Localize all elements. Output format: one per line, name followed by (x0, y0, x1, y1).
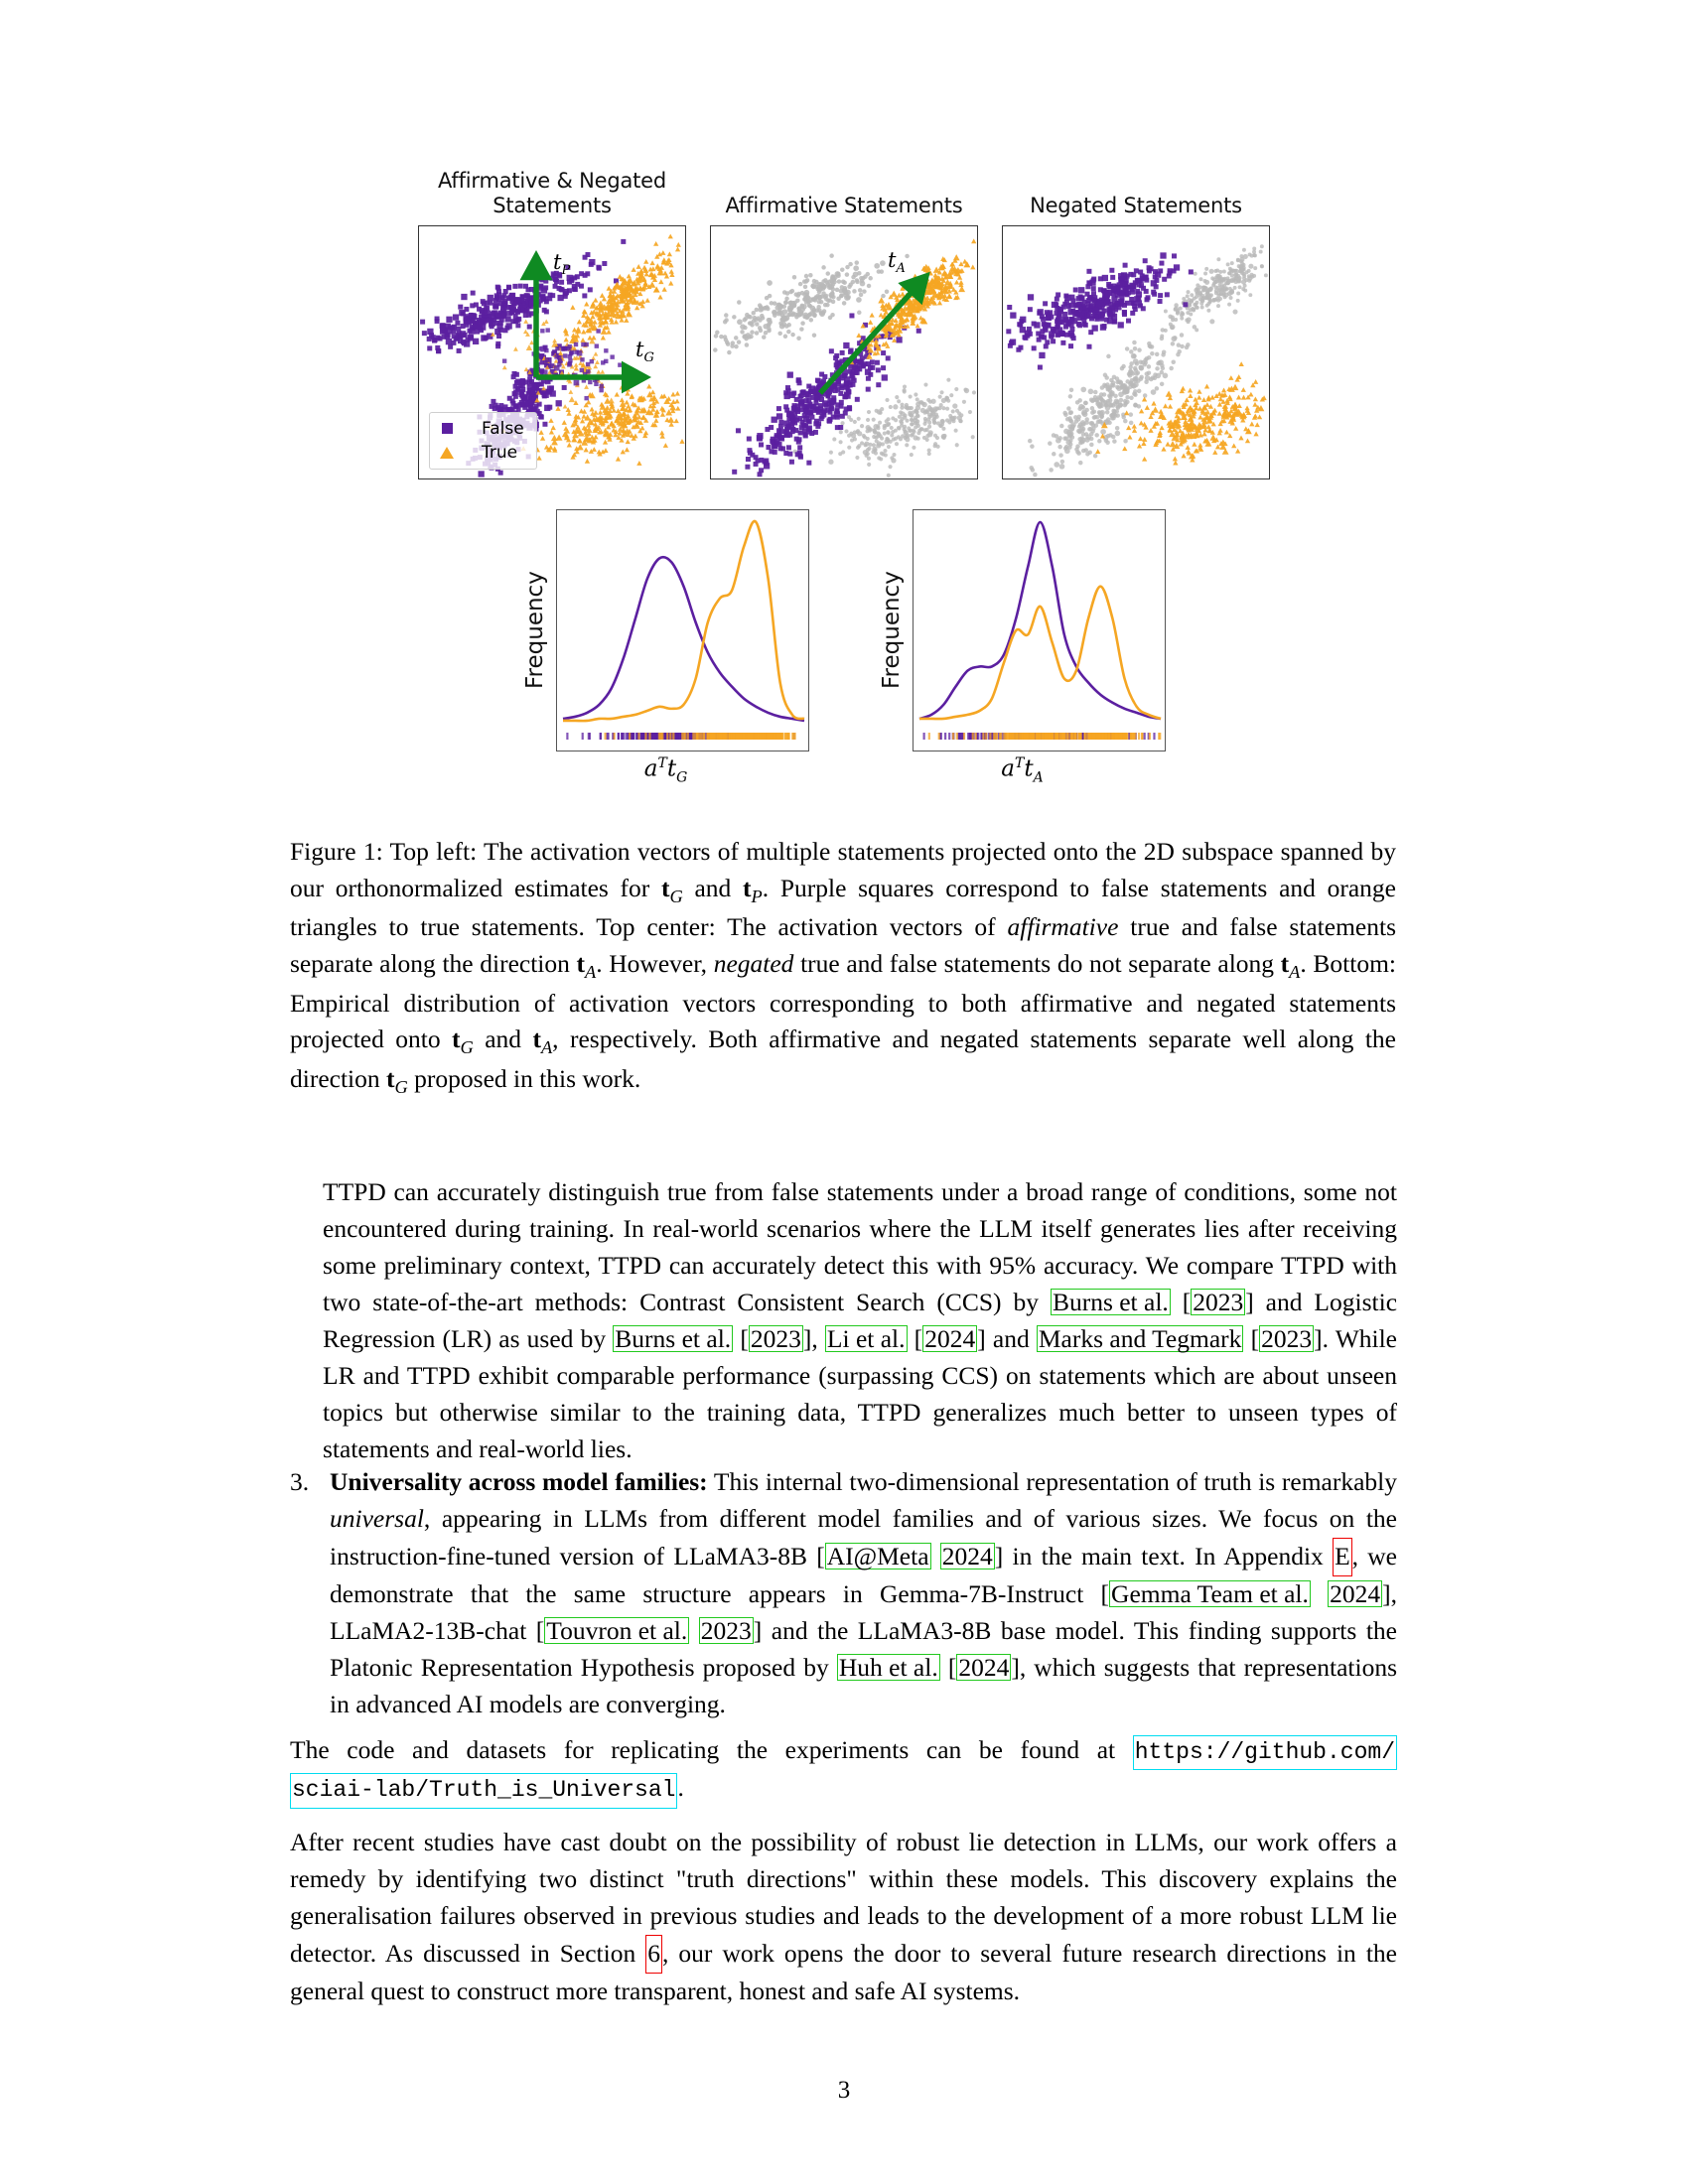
citation-year-2023-b[interactable]: 2023 (750, 1323, 801, 1353)
panel-1-title-line1: Affirmative & Negated (437, 169, 667, 193)
caption-text-4: true and false statements separate along the direction (290, 912, 1396, 978)
panel-1-title (418, 169, 686, 218)
figure-caption (290, 834, 1396, 1100)
item3-seg2: , appearing in LLMs from different model families and of various sizes. We focus on the instruction-fine-tuned version of LLaMA3-8B (330, 1503, 1397, 1570)
section-ref-6[interactable]: 6 (645, 1935, 662, 1974)
caption-text-8: and (473, 1024, 533, 1054)
caption-text-1: Top left: The activation vectors of multiple statements projected onto the 2D subspace spanned by our orthonormalized estimates for (290, 837, 1396, 902)
list-item-text: Universality across model families: This internal two-dimensional representation of truth is remarkably universal, appearing in LLMs from different model families and of various sizes. We focus on the instruction-fine-tuned version of LLaMA3-8B [AI@Meta 2024] in the main text. In Appendix E, we demonstrate that the same structure appears in Gemma-7B-Instruct [Gemma Team et al. 2024], LLaMA2-13B-chat [Touvron et al. 2023] and the LLaMA3-8B base model. This finding supports the Platonic Representation Hypothesis proposed by Huh et al. [2024], which suggests that representations in advanced AI models are converging. (330, 1467, 1398, 1718)
paragraph-ttpd: TTPD can accurately distinguish true from false statements under a broad range of conditions, some not encountered during training. In real-world scenarios where the LLM itself generates lies after receiving some preliminary context, TTPD can accurately detect this with 95% accuracy. We compare TTPD with two state-of-the-art methods: Contrast Consistent Search (CCS) by Burns et al. [2023] and Logistic Regression (LR) as used by Burns et al. [2023], Li et al. [2024] and Marks and Tegmark [2023]. While LR and TTPD exhibit comparable performance (surpassing CCS) on statements which are about unseen topics but otherwise similar to the training data, TTPD generalizes much better to unseen types of statements and real-world lies. (323, 1177, 1398, 1463)
appendix-ref-e[interactable]: E (1333, 1538, 1352, 1576)
scatter-plot-1 (418, 225, 686, 479)
legend-label-true: True (482, 442, 518, 463)
citation-year-2023-c[interactable]: 2023 (1261, 1323, 1313, 1353)
density-1-ylabel: Frequency (522, 571, 548, 689)
citation-year-2024-meta[interactable]: 2024 (941, 1541, 993, 1570)
caption-text-5: . However, (596, 948, 714, 978)
density-1-svg (557, 510, 808, 751)
caption-tg-3: $t_G$ (386, 1063, 408, 1097)
github-url-part2[interactable]: sciai-lab/Truth_is_Universal (290, 1773, 677, 1808)
label-tg: $t_G$ (635, 337, 654, 365)
caption-tp: $t_P$ (743, 873, 763, 906)
legend-row-false (438, 419, 524, 439)
after-seg2: , our work opens the door to several future research directions in the general quest to construct more transparent, honest and safe AI systems. (290, 1938, 1397, 2005)
citation-year-2023-touvron[interactable]: 2023 (700, 1615, 752, 1645)
density-2-svg (914, 510, 1165, 751)
density-2-xlabel: $a^Tt_A$ (1001, 754, 1044, 785)
label-ta: $t_A$ (888, 247, 906, 276)
scatter-3-svg (1003, 226, 1269, 478)
citation-year-2024-huh[interactable]: 2024 (958, 1652, 1010, 1682)
citation-burns-2023-b[interactable]: Burns et al. (615, 1323, 732, 1353)
label-tp: $t_P$ (553, 249, 571, 278)
caption-italic-negated: negated (713, 948, 794, 978)
citation-li-2024[interactable]: Li et al. (826, 1323, 906, 1353)
paragraph-conclusion (290, 1825, 1397, 2010)
ttpd-seg5: . While LR and TTPD exhibit comparable performance (surpassing CCS) on statements which are about unseen topics but otherwise similar to the training data, TTPD generalizes much better to unseen types of statements and real-world lies. (323, 1323, 1397, 1463)
caption-text-2: and (682, 873, 744, 902)
scatter-panel-row (0, 169, 1688, 479)
ttpd-seg2: and Logistic Regression (LR) as used by (323, 1287, 1398, 1353)
page-number: 3 (837, 2077, 851, 2104)
github-url-part1[interactable]: https://github.com/ (1133, 1735, 1397, 1770)
code-seg2: . (677, 1773, 684, 1803)
ttpd-seg3: , (811, 1323, 825, 1353)
caption-text-9: , respectively. Both affirmative and negated statements separate well along the direction (290, 1024, 1396, 1093)
triangle-marker-icon (438, 447, 456, 459)
scatter-legend (429, 412, 537, 470)
scatter-plot-2 (710, 225, 978, 479)
caption-text-6: true and false statements do not separate along (793, 948, 1281, 978)
citation-burns-2023-a[interactable]: Burns et al. (1052, 1287, 1169, 1316)
paragraph-code-link (290, 1732, 1397, 1809)
citation-year-2023-a[interactable]: 2023 (1193, 1287, 1244, 1316)
panel-1-title-line2: Statements (492, 193, 612, 217)
item3-seg7: , which suggests that representations in advanced AI models are converging. (330, 1652, 1397, 1718)
square-marker-icon (438, 423, 456, 434)
caption-text-10: proposed in this work. (407, 1063, 641, 1093)
scatter-2-svg (711, 226, 977, 478)
item3-seg1: This internal two-dimensional representation of truth is remarkably (707, 1467, 1397, 1496)
density-panel-row (0, 509, 1688, 785)
density-panel-tg (522, 509, 809, 785)
item3-seg6: and the LLaMA3-8B base model. This finding supports the Platonic Representation Hypothesis proposed by (330, 1615, 1397, 1682)
citation-huh[interactable]: Huh et al. (838, 1652, 938, 1682)
item3-seg5: , LLaMA2-13B-chat (330, 1578, 1397, 1645)
panel-2-title: Affirmative Statements (725, 193, 963, 217)
caption-tg-2: $t_G$ (452, 1024, 474, 1058)
list-item-3 (290, 1464, 1397, 1723)
scatter-plot-3 (1002, 225, 1270, 479)
caption-text-7: . Bottom: Empirical distribution of activation vectors corresponding to both affirmative and negated statements projected onto (290, 948, 1396, 1054)
caption-ta-1: $t_A$ (576, 948, 597, 983)
caption-ta-3: $t_A$ (532, 1024, 553, 1058)
citation-year-2024-gemma[interactable]: 2024 (1330, 1578, 1381, 1608)
citation-touvron[interactable]: Touvron et al. (546, 1615, 688, 1645)
item3-seg4: , we demonstrate that the same structure appears in Gemma-7B-Instruct (330, 1541, 1398, 1608)
scatter-panel-negated (1002, 194, 1270, 479)
code-seg1: The code and datasets for replicating the experiments can be found at (290, 1735, 1133, 1764)
density-1-xlabel: $a^Tt_G$ (643, 754, 688, 785)
density-plot-1 (556, 509, 809, 751)
ttpd-seg1: TTPD can accurately distinguish true from false statements under a broad range of conditions, some not encountered during training. In real-world scenarios where the LLM itself generates lies after receiving some preliminary context, TTPD can accurately detect this with 95% accuracy. We compare TTPD with two state-of-the-art methods: Contrast Consistent Search (CCS) by (323, 1177, 1397, 1316)
scatter-panel-affirmative-negated (418, 169, 686, 479)
item3-italic-universal: universal (330, 1503, 424, 1533)
legend-row-true (438, 443, 524, 463)
citation-year-2024[interactable]: 2024 (924, 1323, 976, 1353)
list-item-number: 3. (290, 1467, 310, 1496)
caption-text-3: . Purple squares correspond to false statements and orange triangles to true statements. Top center: The activation vectors of (290, 873, 1396, 942)
after-seg1: After recent studies have cast doubt on the possibility of robust lie detection in LLMs, our work offers a remedy by identifying two distinct "truth directions" within these models. This discovery explains the generalisation failures observed in previous studies and leads to the development of a more robust LLM lie detector. As discussed in Section (290, 1828, 1397, 1968)
caption-italic-affirmative: affirmative (1007, 912, 1119, 942)
citation-gemma-team[interactable]: Gemma Team et al. (1111, 1578, 1309, 1608)
caption-tg-1: $t_G$ (661, 873, 683, 906)
panel-3-title: Negated Statements (1030, 193, 1242, 217)
density-plot-2 (913, 509, 1166, 751)
density-2-ylabel: Frequency (879, 571, 905, 689)
density-panel-ta (879, 509, 1166, 785)
citation-marks-tegmark[interactable]: Marks and Tegmark (1038, 1323, 1242, 1353)
item3-seg3: in the main text. In Appendix (1003, 1541, 1334, 1570)
ttpd-seg4: and (985, 1323, 1037, 1353)
legend-label-false: False (482, 418, 524, 439)
citation-ai-meta[interactable]: AI@Meta (826, 1541, 929, 1570)
caption-label: Figure 1: (290, 837, 383, 866)
item3-bold-lead: Universality across model families: (330, 1467, 708, 1496)
scatter-panel-affirmative (710, 194, 978, 479)
figure-1 (0, 169, 1688, 785)
caption-ta-2: $t_A$ (1280, 948, 1301, 983)
